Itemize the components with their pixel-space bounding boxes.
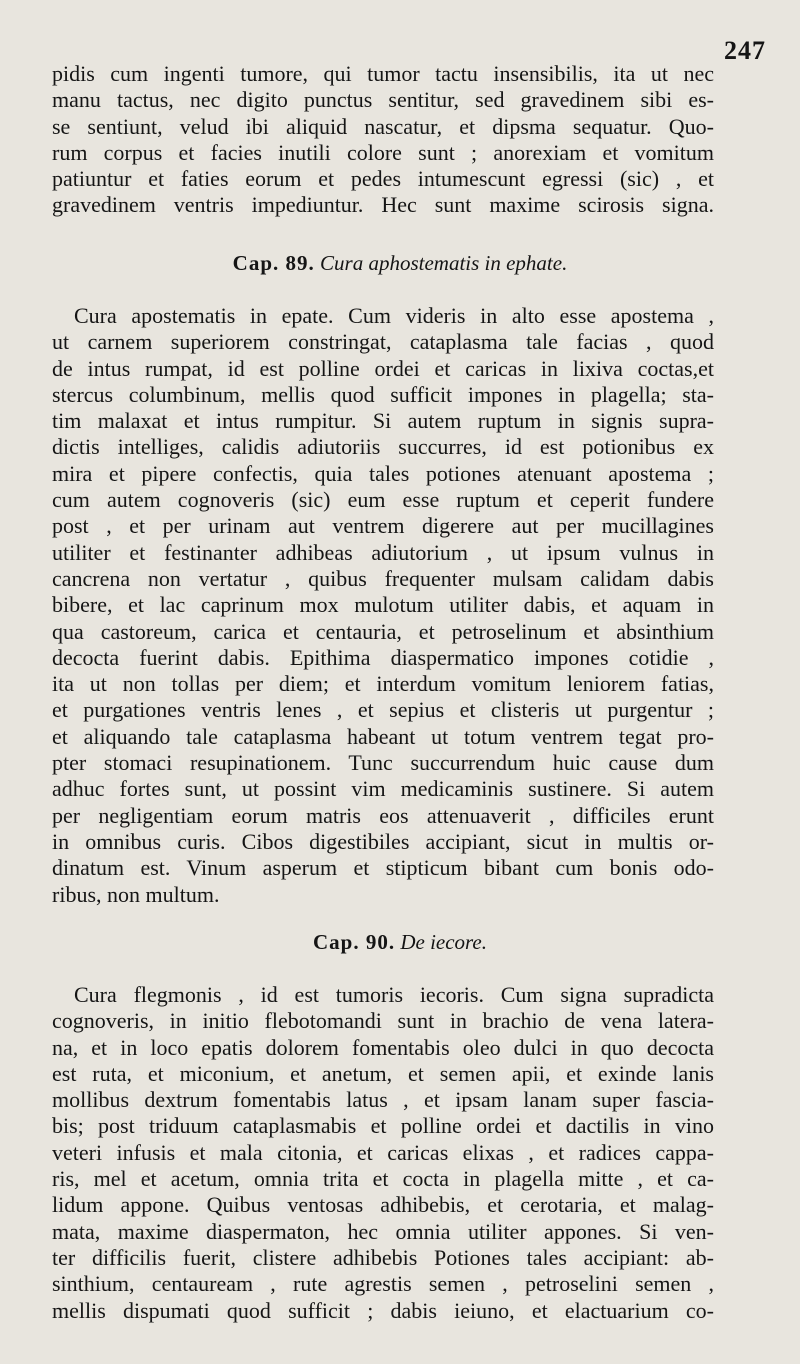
text-line: ribus, non multum. [52,881,220,907]
paragraph-cap-90 [52,982,714,1324]
text-line: sinthium, centauream , rute agrestis semen , petroselini semen , [52,1271,714,1297]
text-line: bis; post triduum cataplasmabis et polline ordei et dactilis in vino [52,1113,714,1139]
text-line: stercus columbinum, mellis quod sufficit impones in plagella; sta- [52,381,714,407]
text-line: adhuc fortes sunt, ut possint vim medicaminis sustinere. Si autem [52,776,714,802]
text-line: Cura flegmonis , id est tumoris iecoris. Cum signa supradicta [74,982,714,1007]
text-line: post , et per urinam aut ventrem digerere aut per mucillagines [52,513,714,539]
page-number: 247 [724,36,766,65]
text-line: pter stomaci resupinationem. Tunc succurrendum huic cause dum [52,750,714,776]
text-line: decocta fuerint dabis. Epithima diaspermatico impones cotidie , [52,644,714,670]
text-line: utiliter et festinanter adhibeas adiutorium , ut ipsum vulnus in [52,539,714,565]
paragraph-continued [52,61,714,219]
text-line: veteri infusis et mala citonia, et caricas elixas , et radices cappa- [52,1139,714,1165]
text-line: cancrena non vertatur , quibus frequenter mulsam calidam dabis [52,565,714,591]
text-line: mata, maxime diaspermaton, hec omnia utiliter appones. Si ven- [52,1218,714,1244]
text-line: ris, mel et acetum, omnia trita et cocta in plagella mitte , et ca- [52,1166,714,1192]
chapter-heading-90 [0,930,800,955]
text-line: cum autem cognoveris (sic) eum esse ruptum et ceperit fundere [52,487,714,513]
text-line: in omnibus curis. Cibos digestibiles accipiant, sicut in multis or- [52,828,714,854]
chapter-label: Cap. 90. [312,930,396,954]
text-line: et aliquando tale cataplasma habeant ut totum ventrem tegat pro- [52,723,714,749]
text-line: gravedinem ventris impediuntur. Hec sunt maxime scirosis signa. [52,192,714,218]
text-line: mira et pipere confectis, quia tales potiones atenuant apostema ; [52,460,714,486]
chapter-title: De iecore. [400,930,488,954]
text-line: se sentiunt, velud ibi aliquid nascatur, et dipsma sequatur. Quo- [52,113,714,139]
text-line: cognoveris, in initio flebotomandi sunt in brachio de vena latera- [52,1008,714,1034]
text-line: pidis cum ingenti tumore, qui tumor tactu insensibilis, ita ut nec [52,61,714,86]
text-line: et purgationes ventris lenes , et sepius et clisteris ut purgentur ; [52,697,714,723]
text-line: manu tactus, nec digito punctus sentitur, sed gravedinem sibi es- [52,87,714,113]
paragraph-cap-89 [52,303,714,908]
chapter-heading-89 [0,251,800,276]
chapter-title: Cura aphostematis in ephate. [320,251,568,275]
text-line: dictis intelliges, calidis adiutoriis succurres, id est potionibus ex [52,434,714,460]
text-line: per negligentiam eorum matris eos attenuaverit , difficiles erunt [52,802,714,828]
text-line: est ruta, et miconium, et anetum, et semen apii, et exinde lanis [52,1060,714,1086]
text-line: dinatum est. Vinum asperum et stipticum bibant cum bonis odo- [52,855,714,881]
chapter-label: Cap. 89. [232,251,315,275]
text-line: ut carnem superiorem constringat, cataplasma tale facias , quod [52,329,714,355]
text-line: de intus rumpat, id est polline ordei et caricas in lixiva coctas,et [52,355,714,381]
text-line: na, et in loco epatis dolorem fomentabis oleo dulci in quo decocta [52,1034,714,1060]
text-line: bibere, et lac caprinum mox mulotum utiliter dabis, et aquam in [52,592,714,618]
text-line: mollibus dextrum fomentabis latus , et ipsam lanam super fascia- [52,1087,714,1113]
text-line: Cura apostematis in epate. Cum videris in alto esse apostema , [74,303,714,328]
text-line: lidum appone. Quibus ventosas adhibebis, et cerotaria, et malag- [52,1192,714,1218]
text-line: mellis dispumati quod sufficit ; dabis ieiuno, et elactuarium co- [52,1297,714,1323]
text-line: rum corpus et facies inutili colore sunt ; anorexiam et vomitum [52,139,714,165]
text-line: patiuntur et faties eorum et pedes intumescunt egressi (sic) , et [52,166,714,192]
text-line: qua castoreum, carica et centauria, et petroselinum et absinthium [52,618,714,644]
text-line: tim malaxat et intus rumpitur. Si autem ruptum in signis supra- [52,408,714,434]
text-line: ita ut non tollas per diem; et interdum vomitum leniorem fatias, [52,671,714,697]
text-line: ter difficilis fuerit, clistere adhibebis Potiones tales accipiant: ab- [52,1244,714,1270]
